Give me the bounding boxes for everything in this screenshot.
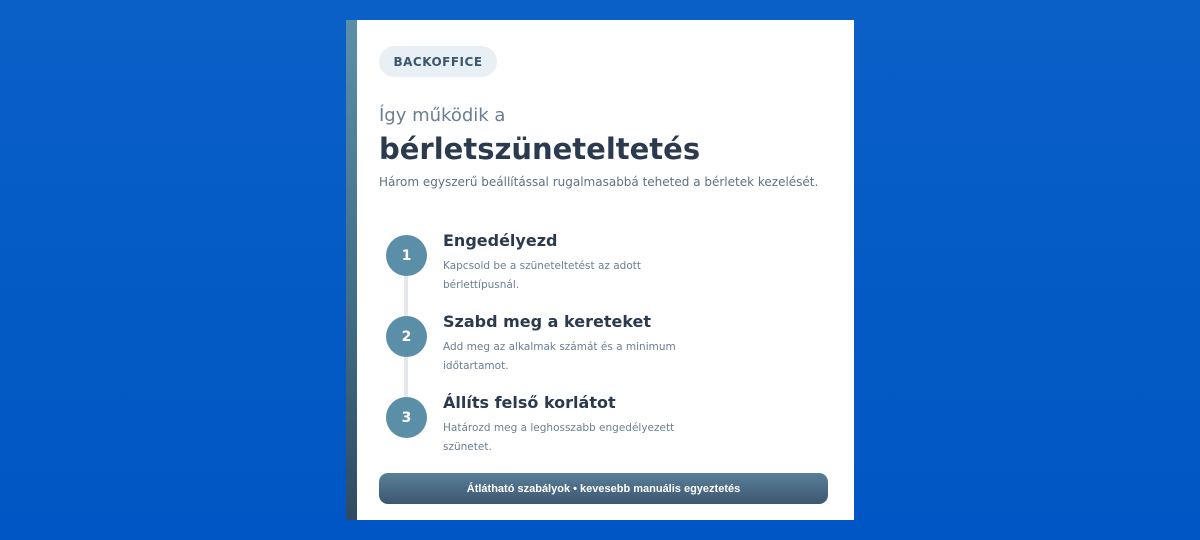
info-card <box>346 20 854 520</box>
step-number: 2 <box>386 316 427 357</box>
category-badge: BACKOFFICE <box>379 46 497 77</box>
page-title: bérletszüneteltetés <box>379 132 701 166</box>
step-description: Kapcsold be a szüneteltetést az adott bérlettípusnál. <box>443 260 641 291</box>
step-description: Add meg az alkalmak számát és a minimum időtartamot. <box>443 341 676 372</box>
step-number: 3 <box>386 397 427 438</box>
summary-button[interactable]: Átlátható szabályok • kevesebb manuális egyeztetés <box>379 473 828 504</box>
accent-bar <box>346 20 357 520</box>
step-title: Állíts felső korlátot <box>443 393 616 412</box>
pretitle: Így működik a <box>379 105 506 126</box>
step-number: 1 <box>386 235 427 276</box>
step-title: Engedélyezd <box>443 231 558 250</box>
step-description: Határozd meg a leghosszabb engedélyezett szünetet. <box>443 422 675 453</box>
subtitle: Három egyszerű beállítással rugalmasabbá teheted a bérletek kezelését. <box>379 175 819 189</box>
step-title: Szabd meg a kereteket <box>443 312 652 331</box>
